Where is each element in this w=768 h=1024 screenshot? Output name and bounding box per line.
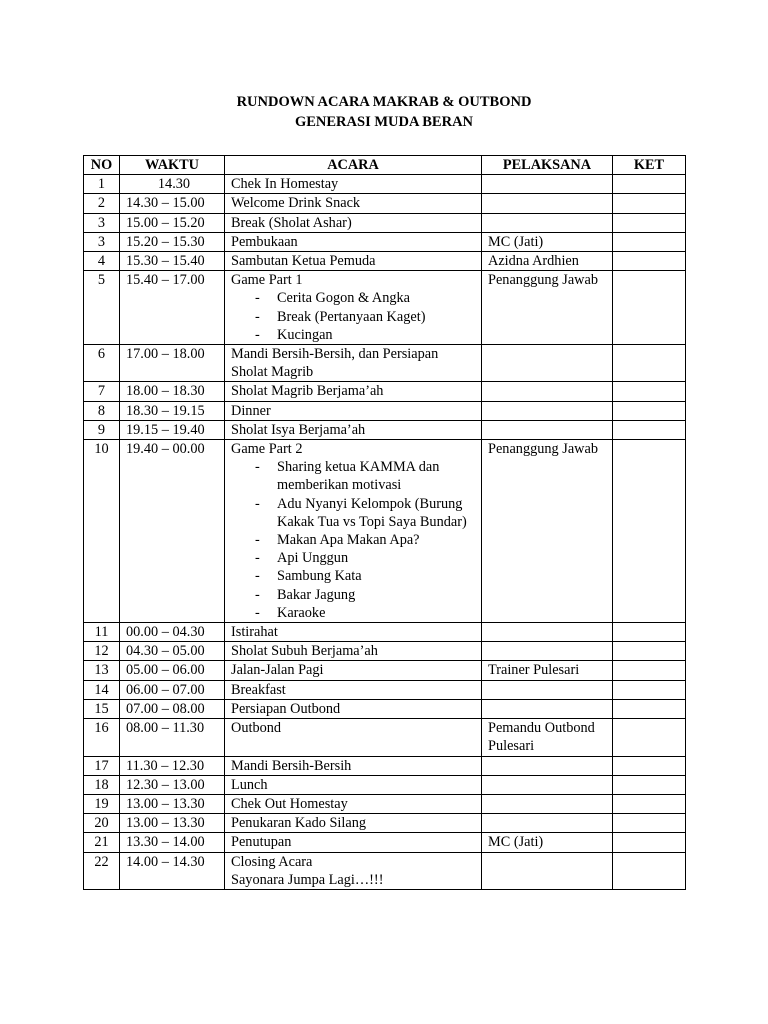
list-item: - Bakar Jagung [277, 586, 475, 604]
list-item: - Adu Nyanyi Kelompok (Burung Kakak Tua vs Topi Saya Bundar) [277, 495, 475, 531]
row-time: 04.30 – 05.00 [120, 642, 225, 661]
table-row [84, 719, 686, 756]
pelaksana-text [488, 382, 606, 400]
row-acara [225, 719, 482, 756]
row-number: 3 [84, 232, 120, 251]
table-row [84, 401, 686, 420]
row-time: 06.00 – 07.00 [120, 680, 225, 699]
table-row [84, 680, 686, 699]
row-ket [613, 680, 686, 699]
row-number: 9 [84, 420, 120, 439]
row-number: 13 [84, 661, 120, 680]
row-number: 10 [84, 440, 120, 623]
row-number: 14 [84, 680, 120, 699]
acara-text: Mandi Bersih-Bersih [231, 757, 352, 774]
acara-text: Istirahat [231, 624, 278, 641]
row-pelaksana [482, 440, 613, 623]
row-acara [225, 814, 482, 833]
table-row [84, 232, 686, 251]
row-ket [613, 420, 686, 439]
table-row [84, 271, 686, 345]
row-pelaksana [482, 271, 613, 345]
row-time: 14.30 – 15.00 [120, 194, 225, 213]
pelaksana-text: MC (Jati) [488, 834, 544, 851]
table-row [84, 756, 686, 775]
header-pelaksana: PELAKSANA [482, 156, 613, 175]
row-time: 14.30 [120, 175, 225, 194]
row-ket [613, 194, 686, 213]
row-number: 11 [84, 623, 120, 642]
table-row [84, 440, 686, 623]
pelaksana-text [488, 421, 606, 439]
row-number: 16 [84, 719, 120, 756]
row-pelaksana [482, 194, 613, 213]
row-number: 7 [84, 382, 120, 401]
pelaksana-text: Penanggung Jawab [488, 272, 598, 289]
row-acara [225, 642, 482, 661]
row-number: 12 [84, 642, 120, 661]
header-ket: KET [613, 156, 686, 175]
row-pelaksana [482, 252, 613, 271]
row-ket [613, 756, 686, 775]
acara-text: Chek Out Homestay [231, 795, 348, 812]
row-pelaksana [482, 623, 613, 642]
pelaksana-text [488, 700, 606, 718]
row-ket [613, 232, 686, 251]
row-acara [225, 852, 482, 889]
row-pelaksana [482, 794, 613, 813]
list-item: - Kucingan [277, 326, 475, 344]
row-time: 12.30 – 13.00 [120, 775, 225, 794]
row-time: 13.30 – 14.00 [120, 833, 225, 852]
row-pelaksana [482, 213, 613, 232]
pelaksana-text: Pemandu Outbond [488, 720, 595, 737]
row-pelaksana [482, 382, 613, 401]
row-time: 17.00 – 18.00 [120, 345, 225, 382]
row-number: 5 [84, 271, 120, 345]
pelaksana-text [488, 853, 606, 871]
row-acara [225, 271, 482, 345]
row-time: 13.00 – 13.30 [120, 814, 225, 833]
header-waktu: WAKTU [120, 156, 225, 175]
row-pelaksana [482, 642, 613, 661]
row-pelaksana [482, 661, 613, 680]
row-time: 15.40 – 17.00 [120, 271, 225, 345]
row-number: 3 [84, 213, 120, 232]
pelaksana-text: Penanggung Jawab [488, 441, 598, 458]
pelaksana-text [488, 214, 606, 232]
acara-text: Sholat Isya Berjama’ah [231, 421, 366, 438]
row-time: 00.00 – 04.30 [120, 623, 225, 642]
row-ket [613, 814, 686, 833]
table-row [84, 175, 686, 194]
row-time: 18.00 – 18.30 [120, 382, 225, 401]
row-ket [613, 440, 686, 623]
row-time: 19.40 – 00.00 [120, 440, 225, 623]
pelaksana-text [488, 175, 606, 193]
pelaksana-text [488, 623, 606, 641]
row-ket [613, 794, 686, 813]
document-subtitle: GENERASI MUDA BERAN [294, 114, 474, 130]
pelaksana-text [488, 814, 606, 832]
row-acara [225, 440, 482, 623]
row-acara [225, 194, 482, 213]
row-pelaksana [482, 680, 613, 699]
table-row [84, 213, 686, 232]
list-item: - Sambung Kata [277, 567, 475, 585]
list-item: - Sharing ketua KAMMA dan memberikan motivasi [277, 458, 475, 494]
acara-text: Jalan-Jalan Pagi [231, 662, 324, 679]
pelaksana-text: Azidna Ardhien [488, 253, 579, 270]
acara-text: Outbond [231, 720, 282, 737]
row-acara [225, 382, 482, 401]
row-number: 2 [84, 194, 120, 213]
pelaksana-text [488, 642, 606, 660]
row-pelaksana [482, 852, 613, 889]
row-time: 11.30 – 12.30 [120, 756, 225, 775]
row-ket [613, 213, 686, 232]
table-row [84, 661, 686, 680]
activity-sublist [231, 458, 475, 622]
pelaksana-text [488, 757, 606, 775]
row-number: 21 [84, 833, 120, 852]
pelaksana-text: Trainer Pulesari [488, 662, 580, 679]
row-number: 18 [84, 775, 120, 794]
pelaksana-text [488, 194, 606, 212]
row-acara [225, 401, 482, 420]
row-ket [613, 699, 686, 718]
row-ket [613, 642, 686, 661]
pelaksana-text [488, 345, 606, 363]
row-ket [613, 175, 686, 194]
row-acara [225, 680, 482, 699]
row-pelaksana [482, 719, 613, 756]
acara-text: Sholat Magrib Berjama’ah [231, 383, 384, 400]
row-acara [225, 420, 482, 439]
list-item: - Api Unggun [277, 549, 475, 567]
row-ket [613, 852, 686, 889]
table-row [84, 775, 686, 794]
table-row [84, 833, 686, 852]
table-row [84, 382, 686, 401]
acara-text: Persiapan Outbond [231, 700, 341, 717]
row-ket [613, 719, 686, 756]
row-time: 05.00 – 06.00 [120, 661, 225, 680]
row-acara [225, 232, 482, 251]
row-pelaksana [482, 699, 613, 718]
row-acara [225, 756, 482, 775]
row-time: 08.00 – 11.30 [120, 719, 225, 756]
row-number: 6 [84, 345, 120, 382]
list-item: - Makan Apa Makan Apa? [277, 531, 475, 549]
row-ket [613, 401, 686, 420]
row-acara [225, 833, 482, 852]
acara-text: Penutupan [231, 834, 292, 851]
row-number: 15 [84, 699, 120, 718]
row-ket [613, 775, 686, 794]
row-time: 15.20 – 15.30 [120, 232, 225, 251]
row-number: 1 [84, 175, 120, 194]
row-ket [613, 252, 686, 271]
row-acara [225, 794, 482, 813]
acara-text: Sayonara Jumpa Lagi…!!! [231, 871, 384, 888]
table-row [84, 794, 686, 813]
row-acara [225, 623, 482, 642]
acara-text: Breakfast [231, 681, 286, 698]
document-title: RUNDOWN ACARA MAKRAB & OUTBOND [236, 94, 532, 110]
header-acara: ACARA [225, 156, 482, 175]
row-ket [613, 345, 686, 382]
row-pelaksana [482, 756, 613, 775]
list-item: - Karaoke [277, 604, 475, 622]
acara-text: Mandi Bersih-Bersih, dan Persiapan [231, 346, 439, 363]
row-time: 15.00 – 15.20 [120, 213, 225, 232]
table-row [84, 623, 686, 642]
table-row [84, 194, 686, 213]
row-ket [613, 271, 686, 345]
table-row [84, 642, 686, 661]
row-pelaksana [482, 775, 613, 794]
row-number: 19 [84, 794, 120, 813]
row-time: 15.30 – 15.40 [120, 252, 225, 271]
row-time: 18.30 – 19.15 [120, 401, 225, 420]
row-time: 14.00 – 14.30 [120, 852, 225, 889]
acara-text: Sambutan Ketua Pemuda [231, 253, 376, 270]
list-item: - Cerita Gogon & Angka [277, 289, 475, 307]
acara-text: Welcome Drink Snack [231, 195, 361, 212]
table-row [84, 252, 686, 271]
row-pelaksana [482, 420, 613, 439]
table-row [84, 699, 686, 718]
row-time: 07.00 – 08.00 [120, 699, 225, 718]
table-row [84, 852, 686, 889]
pelaksana-text: Pulesari [488, 738, 535, 755]
acara-text: Game Part 1 [231, 272, 303, 289]
acara-text: Break (Sholat Ashar) [231, 214, 352, 231]
acara-text: Sholat Magrib [231, 364, 314, 381]
rundown-table [83, 155, 686, 890]
row-number: 8 [84, 401, 120, 420]
row-time: 13.00 – 13.30 [120, 794, 225, 813]
row-acara [225, 252, 482, 271]
row-pelaksana [482, 175, 613, 194]
pelaksana-text [488, 402, 606, 420]
row-acara [225, 213, 482, 232]
row-number: 17 [84, 756, 120, 775]
row-acara [225, 775, 482, 794]
row-ket [613, 833, 686, 852]
row-ket [613, 382, 686, 401]
row-number: 22 [84, 852, 120, 889]
activity-sublist [231, 289, 475, 344]
row-time: 19.15 – 19.40 [120, 420, 225, 439]
pelaksana-text: MC (Jati) [488, 233, 544, 250]
row-pelaksana [482, 401, 613, 420]
list-item: - Break (Pertanyaan Kaget) [277, 308, 475, 326]
acara-text: Lunch [231, 776, 268, 793]
acara-text: Sholat Subuh Berjama’ah [231, 643, 378, 660]
row-acara [225, 345, 482, 382]
row-acara [225, 175, 482, 194]
pelaksana-text [488, 681, 606, 699]
acara-text: Dinner [231, 402, 271, 419]
acara-text: Pembukaan [231, 233, 298, 250]
acara-text: Chek In Homestay [231, 176, 339, 193]
table-row [84, 420, 686, 439]
row-acara [225, 661, 482, 680]
row-acara [225, 699, 482, 718]
row-pelaksana [482, 232, 613, 251]
pelaksana-text [488, 795, 606, 813]
table-row [84, 814, 686, 833]
header-no: NO [84, 156, 120, 175]
row-pelaksana [482, 345, 613, 382]
row-ket [613, 623, 686, 642]
row-pelaksana [482, 833, 613, 852]
row-number: 20 [84, 814, 120, 833]
pelaksana-text [488, 776, 606, 794]
row-number: 4 [84, 252, 120, 271]
row-pelaksana [482, 814, 613, 833]
acara-text: Game Part 2 [231, 441, 303, 458]
row-ket [613, 661, 686, 680]
acara-text: Closing Acara [231, 853, 313, 870]
acara-text: Penukaran Kado Silang [231, 815, 366, 832]
table-row [84, 345, 686, 382]
table-header-row [84, 156, 686, 175]
